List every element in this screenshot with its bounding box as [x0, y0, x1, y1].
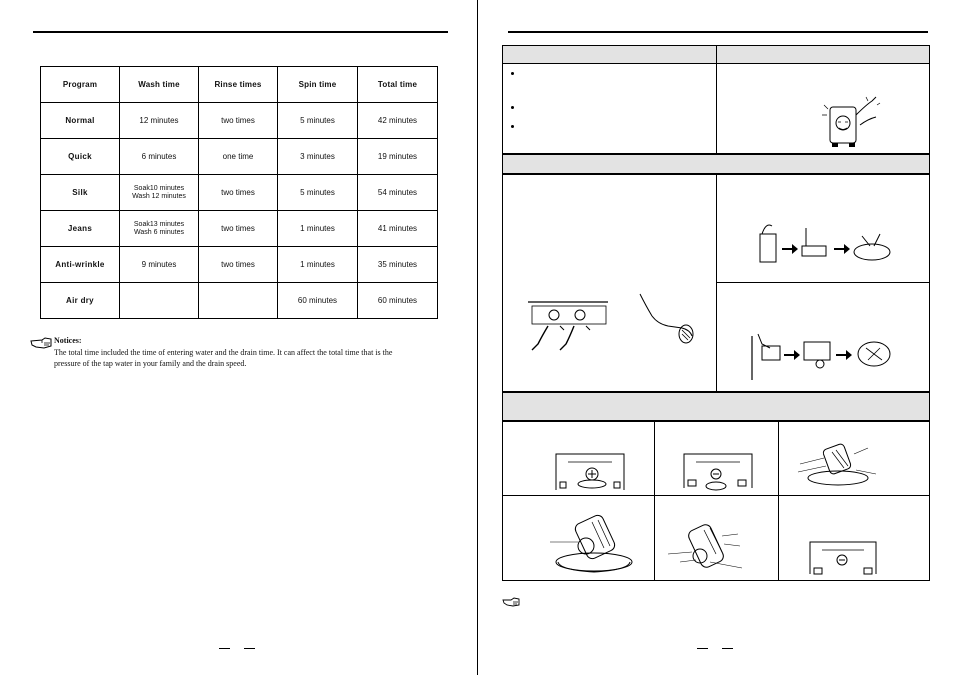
- total-time: 41 minutes: [358, 211, 438, 247]
- step3-illustration: [796, 440, 880, 488]
- spin-time: 1 minutes: [278, 247, 358, 283]
- column-header: Wash time: [120, 67, 199, 103]
- column-header: Total time: [358, 67, 438, 103]
- total-time: 35 minutes: [358, 247, 438, 283]
- grid-divider: [778, 421, 779, 581]
- column-header: Rinse times: [199, 67, 278, 103]
- page-number: [697, 640, 733, 650]
- spin-time: 5 minutes: [278, 103, 358, 139]
- bullet-point: [511, 106, 514, 109]
- program-name: Anti-wrinkle: [41, 247, 120, 283]
- total-time: 19 minutes: [358, 139, 438, 175]
- page-number: [219, 640, 255, 650]
- pointing-hand-icon: [30, 337, 52, 349]
- spin-time: 3 minutes: [278, 139, 358, 175]
- grid-divider: [654, 421, 655, 581]
- cartoon-washer-illustration: [822, 95, 886, 151]
- spin-time: 60 minutes: [278, 283, 358, 319]
- inlet-hose-illustration: [524, 298, 614, 358]
- program-name: Normal: [41, 103, 120, 139]
- step6-illustration: [808, 540, 878, 578]
- header-rule: [508, 31, 928, 33]
- wash-line: Wash 12 minutes: [132, 192, 186, 200]
- rinse-times: two times: [199, 175, 278, 211]
- column-divider: [716, 174, 717, 392]
- soak-line: Soak10 minutes: [133, 184, 185, 192]
- step4-illustration: [548, 512, 638, 574]
- table-header-row: [41, 67, 438, 103]
- grid-divider: [502, 495, 930, 496]
- section-header-bar: [502, 392, 930, 421]
- table-row: [41, 211, 438, 247]
- soak-line: Soak13 minutes: [133, 220, 185, 228]
- table-row: [41, 247, 438, 283]
- rinse-times: [199, 283, 278, 319]
- rinse-times: one time: [199, 139, 278, 175]
- header-rule: [33, 31, 448, 33]
- program-table: [40, 66, 438, 319]
- program-name: Silk: [41, 175, 120, 211]
- column-divider: [716, 45, 717, 154]
- column-header: Program: [41, 67, 120, 103]
- step2-illustration: [682, 452, 754, 494]
- total-time: 42 minutes: [358, 103, 438, 139]
- section-header-bar: [502, 154, 930, 174]
- notices-title: Notices:: [54, 336, 82, 345]
- spin-time: 1 minutes: [278, 211, 358, 247]
- column-header: Spin time: [278, 67, 358, 103]
- hand-cleaning-filter-illustration: [638, 290, 698, 346]
- step1-illustration: [554, 452, 626, 492]
- pointing-hand-icon: [502, 597, 520, 607]
- rinse-times: two times: [199, 103, 278, 139]
- right-page: [478, 0, 954, 675]
- wash-time: 6 minutes: [120, 139, 199, 175]
- program-name: Air dry: [41, 283, 120, 319]
- spin-time: 5 minutes: [278, 175, 358, 211]
- filter-removal-steps-illustration: [754, 218, 894, 270]
- program-name: Quick: [41, 139, 120, 175]
- wash-time: 12 minutes: [120, 103, 199, 139]
- wash-time: 9 minutes: [120, 247, 199, 283]
- total-time: 60 minutes: [358, 283, 438, 319]
- bullet-point: [511, 72, 514, 75]
- program-name: Jeans: [41, 211, 120, 247]
- wash-time: [120, 211, 199, 247]
- table-row: [41, 103, 438, 139]
- total-time: 54 minutes: [358, 175, 438, 211]
- table-row: [41, 283, 438, 319]
- notices-text: The total time included the time of entering water and the drain time. It can affect the total time that is the pressure of the tap water in your family and the drain speed.: [54, 348, 393, 368]
- bullet-point: [511, 125, 514, 128]
- wash-time: [120, 175, 199, 211]
- rinse-times: two times: [199, 211, 278, 247]
- table-row: [41, 175, 438, 211]
- rinse-times: two times: [199, 247, 278, 283]
- row-divider: [716, 282, 930, 283]
- table-row: [41, 139, 438, 175]
- step5-illustration: [666, 522, 746, 572]
- wash-time: [120, 283, 199, 319]
- wash-line: Wash 6 minutes: [134, 228, 184, 236]
- pump-filter-steps-illustration: [746, 326, 896, 384]
